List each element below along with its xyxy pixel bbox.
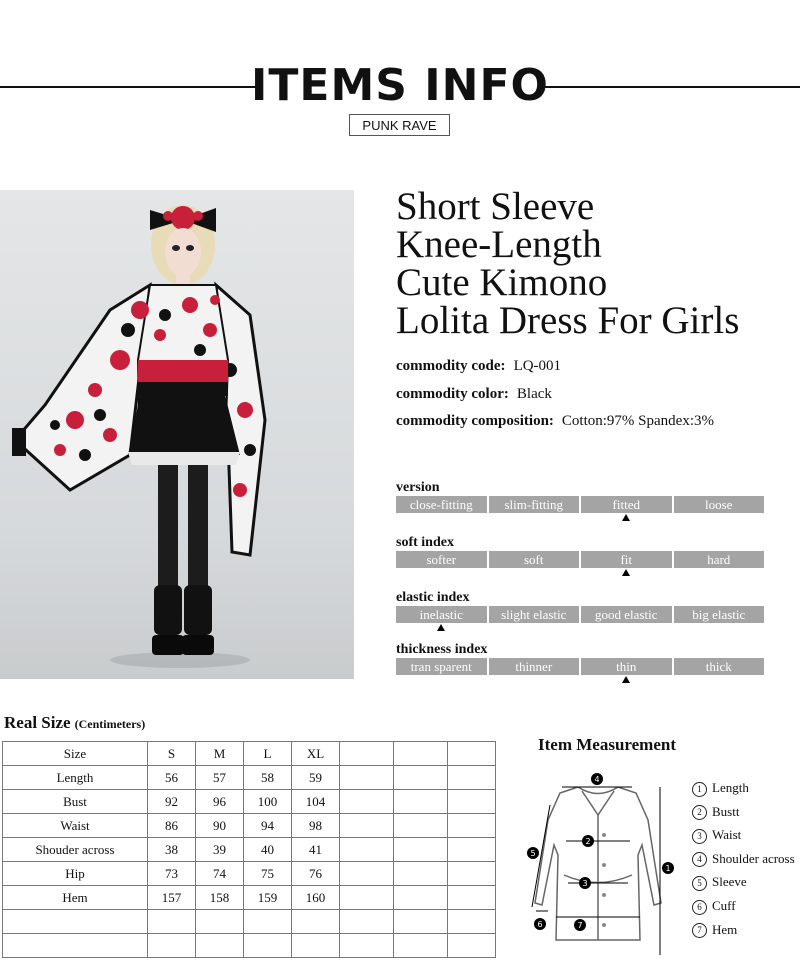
- table-cell: Bust: [3, 790, 148, 814]
- table-cell: [448, 742, 496, 766]
- table-cell: [394, 742, 448, 766]
- table-cell: [244, 934, 292, 958]
- spec-label: commodity color:: [396, 386, 509, 402]
- table-cell: [448, 934, 496, 958]
- table-cell: 39: [196, 838, 244, 862]
- table-cell: [448, 862, 496, 886]
- table-cell: [196, 910, 244, 934]
- table-cell: 104: [292, 790, 340, 814]
- table-cell: [394, 910, 448, 934]
- legend-item: [692, 922, 737, 939]
- legend-label: Bustt: [712, 803, 740, 819]
- table-cell: [448, 910, 496, 934]
- table-row: [3, 910, 496, 934]
- svg-text:7: 7: [577, 921, 583, 930]
- svg-text:4: 4: [594, 775, 600, 784]
- size-table-unit: (Centimeters): [74, 717, 146, 731]
- table-cell: [394, 790, 448, 814]
- svg-text:3: 3: [582, 879, 588, 888]
- svg-text:6: 6: [537, 920, 543, 929]
- brand-badge: PUNK RAVE: [349, 114, 450, 136]
- product-name-line: Cute Kimono: [396, 261, 608, 304]
- index-option: inelastic: [396, 606, 487, 623]
- table-cell: 96: [196, 790, 244, 814]
- table-cell: [340, 838, 394, 862]
- table-cell: 160: [292, 886, 340, 910]
- legend-label: Length: [712, 780, 749, 795]
- table-row: [3, 862, 496, 886]
- table-cell: [148, 934, 196, 958]
- legend-number: 5: [692, 876, 707, 891]
- table-cell: 158: [196, 886, 244, 910]
- legend-number: 4: [692, 852, 707, 867]
- legend-number: 3: [692, 829, 707, 844]
- table-cell: 92: [148, 790, 196, 814]
- table-cell: 41: [292, 838, 340, 862]
- table-row: [3, 766, 496, 790]
- table-cell: Hip: [3, 862, 148, 886]
- table-cell: Waist: [3, 814, 148, 838]
- index-scale: [396, 496, 764, 513]
- table-cell: [292, 934, 340, 958]
- table-cell: [148, 910, 196, 934]
- table-cell: [244, 910, 292, 934]
- table-cell: 75: [244, 862, 292, 886]
- index-marker: [622, 676, 630, 683]
- table-cell: Hem: [3, 886, 148, 910]
- index-option: big elastic: [674, 606, 765, 623]
- legend-label: Waist: [712, 827, 742, 843]
- spec-label: commodity composition:: [396, 413, 554, 429]
- spec-composition: [396, 413, 714, 430]
- table-cell: [3, 934, 148, 958]
- table-row: [3, 790, 496, 814]
- legend-number: 7: [692, 923, 707, 938]
- index-option: good elastic: [581, 606, 672, 623]
- table-cell: [448, 838, 496, 862]
- table-cell: [394, 934, 448, 958]
- table-cell: [340, 766, 394, 790]
- index-option: loose: [674, 496, 765, 513]
- index-option: thick: [674, 658, 765, 675]
- spec-value: LQ-001: [513, 358, 562, 374]
- table-cell: [448, 814, 496, 838]
- index-label: thickness index: [396, 642, 488, 657]
- table-cell: [340, 862, 394, 886]
- legend-item: [692, 827, 741, 844]
- table-cell: 59: [292, 766, 340, 790]
- table-cell: [394, 766, 448, 790]
- legend-label: Sleeve: [712, 874, 747, 890]
- index-scale: [396, 658, 764, 675]
- measurement-title: Item Measurement: [538, 735, 677, 754]
- spec-label: commodity code:: [396, 358, 506, 374]
- table-cell: [340, 910, 394, 934]
- legend-number: 6: [692, 900, 707, 915]
- table-cell: [394, 862, 448, 886]
- product-photo: [0, 190, 354, 679]
- index-option: soft: [489, 551, 580, 568]
- table-cell: 74: [196, 862, 244, 886]
- table-row: [3, 886, 496, 910]
- index-label: soft index: [396, 535, 454, 550]
- table-cell: Shouder across: [3, 838, 148, 862]
- table-cell: 86: [148, 814, 196, 838]
- table-cell: M: [196, 742, 244, 766]
- index-option: tran sparent: [396, 658, 487, 675]
- spec-color: [396, 386, 552, 403]
- table-cell: [340, 814, 394, 838]
- legend-item: [692, 804, 739, 821]
- table-cell: 58: [244, 766, 292, 790]
- legend-number: 2: [692, 805, 707, 820]
- legend-label: Cuff: [712, 898, 736, 913]
- model-illustration: [0, 190, 354, 679]
- table-cell: S: [148, 742, 196, 766]
- table-cell: 56: [148, 766, 196, 790]
- table-cell: [448, 790, 496, 814]
- legend-item: [692, 780, 749, 797]
- size-table-heading: Real Size: [4, 713, 71, 732]
- table-cell: 159: [244, 886, 292, 910]
- table-cell: [340, 742, 394, 766]
- index-option: slight elastic: [489, 606, 580, 623]
- index-label: version: [396, 480, 440, 495]
- size-table: [2, 741, 496, 958]
- table-row: [3, 814, 496, 838]
- table-cell: 90: [196, 814, 244, 838]
- table-cell: 94: [244, 814, 292, 838]
- table-cell: [394, 814, 448, 838]
- legend-item: [692, 874, 747, 891]
- spec-value: Cotton:97% Spandex:3%: [561, 413, 714, 429]
- index-option: fitted: [581, 496, 672, 513]
- legend-item: [692, 898, 736, 915]
- index-option: hard: [674, 551, 765, 568]
- index-option: thin: [581, 658, 672, 675]
- table-cell: 38: [148, 838, 196, 862]
- table-cell: 57: [196, 766, 244, 790]
- index-option: thinner: [489, 658, 580, 675]
- svg-text:5: 5: [530, 849, 536, 858]
- table-cell: 157: [148, 886, 196, 910]
- table-cell: Length: [3, 766, 148, 790]
- table-cell: [394, 838, 448, 862]
- table-cell: [448, 766, 496, 790]
- table-cell: L: [244, 742, 292, 766]
- legend-item: [692, 851, 795, 868]
- index-option: fit: [581, 551, 672, 568]
- table-row: [3, 742, 496, 766]
- legend-label: Shoulder across: [712, 850, 795, 866]
- table-row: [3, 838, 496, 862]
- table-cell: 40: [244, 838, 292, 862]
- table-cell: 76: [292, 862, 340, 886]
- index-label: elastic index: [396, 590, 470, 605]
- table-cell: [196, 934, 244, 958]
- table-cell: 73: [148, 862, 196, 886]
- index-scale: [396, 606, 764, 623]
- index-marker: [622, 569, 630, 576]
- product-name-line: Knee-Length: [396, 223, 602, 266]
- svg-text:2: 2: [585, 837, 591, 846]
- table-cell: 100: [244, 790, 292, 814]
- index-option: slim-fitting: [489, 496, 580, 513]
- table-row: [3, 934, 496, 958]
- product-name-line: Lolita Dress For Girls: [396, 299, 740, 342]
- table-cell: [3, 910, 148, 934]
- index-marker: [437, 624, 445, 631]
- page-title: ITEMS INFO: [251, 60, 549, 111]
- legend-label: Hem: [712, 921, 738, 937]
- spec-code: [396, 358, 561, 375]
- table-cell: [340, 934, 394, 958]
- legend-number: 1: [692, 782, 707, 797]
- product-name: [396, 185, 796, 342]
- table-cell: [394, 886, 448, 910]
- coat-diagram: [520, 765, 690, 961]
- table-cell: [448, 886, 496, 910]
- index-option: softer: [396, 551, 487, 568]
- table-cell: [292, 910, 340, 934]
- size-table-title: [4, 713, 145, 733]
- index-scale: [396, 551, 764, 568]
- product-name-line: Short Sleeve: [396, 185, 595, 228]
- table-cell: [340, 886, 394, 910]
- table-cell: XL: [292, 742, 340, 766]
- table-cell: Size: [3, 742, 148, 766]
- table-cell: [340, 790, 394, 814]
- spec-value: Black: [516, 386, 552, 402]
- svg-text:1: 1: [665, 864, 671, 873]
- table-cell: 98: [292, 814, 340, 838]
- index-marker: [622, 514, 630, 521]
- index-option: close-fitting: [396, 496, 487, 513]
